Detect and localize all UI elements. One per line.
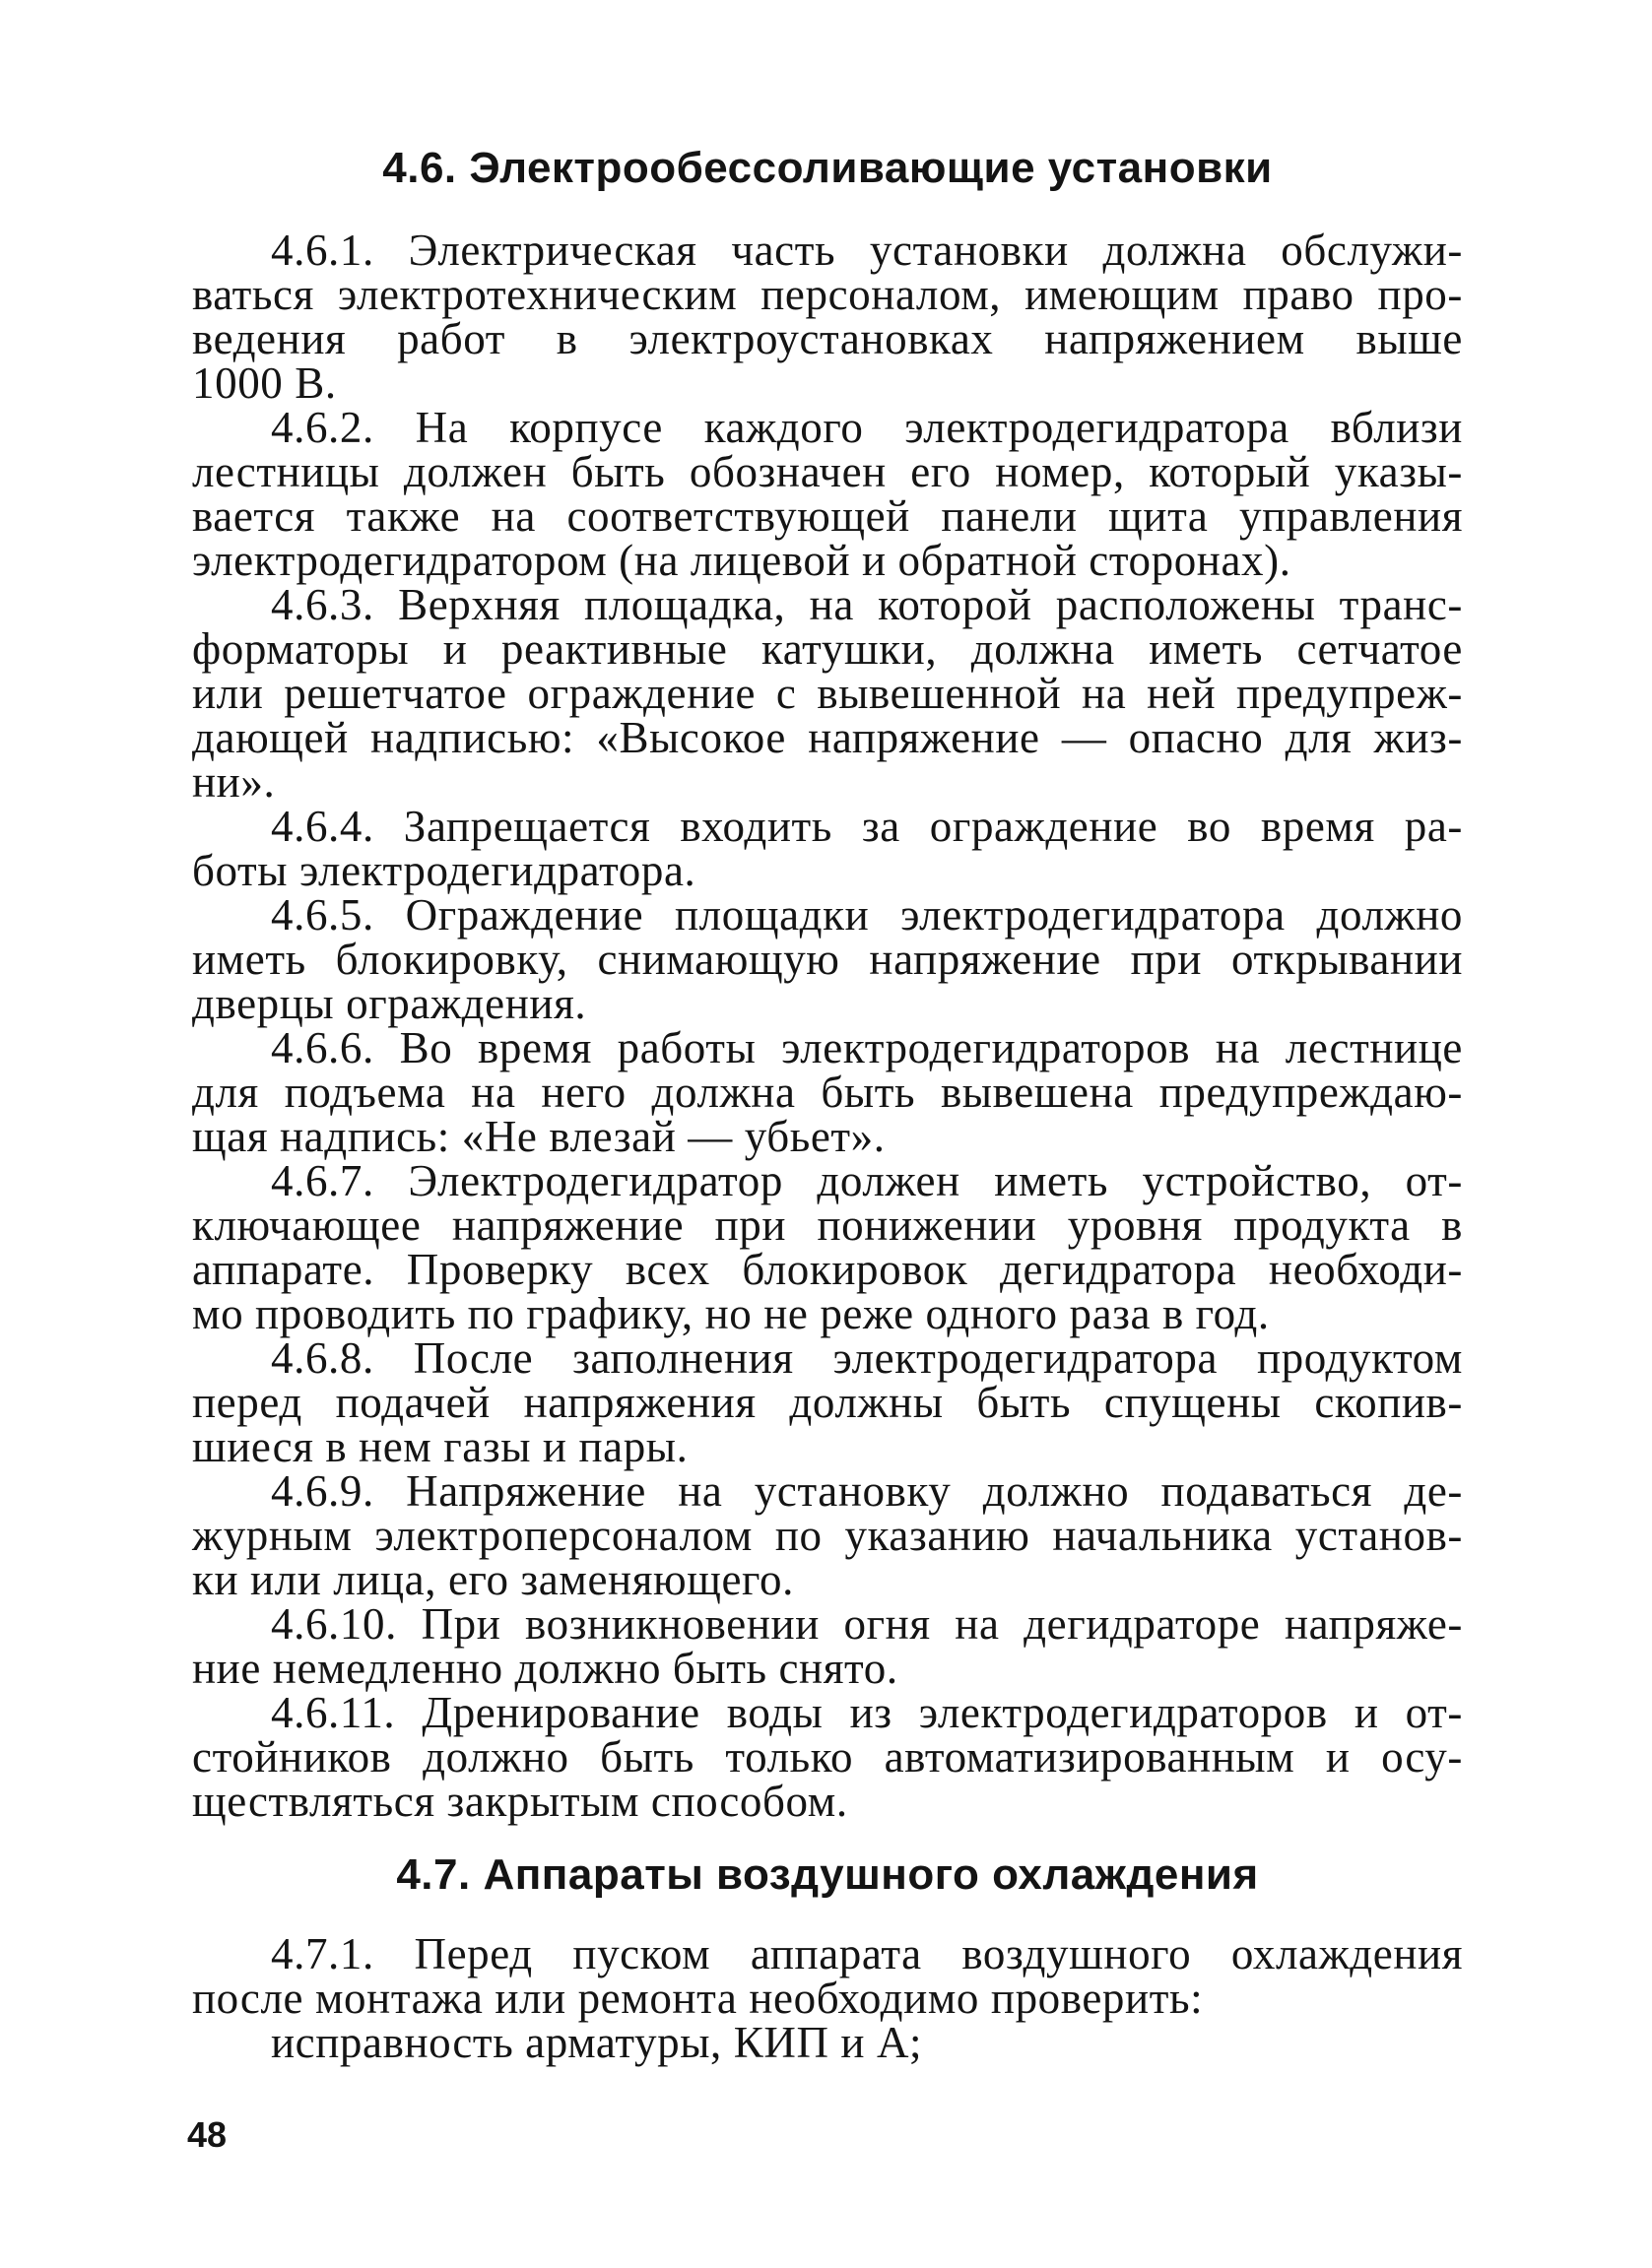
text-line: 4.6.1. Электрическая часть установки должна обслужи- (271, 226, 1463, 275)
text-line: для подъема на него должна быть вывешена предупреждаю- (192, 1068, 1463, 1117)
text-line: боты электродегидратора. (192, 846, 696, 895)
text-line: дающей надписью: «Высокое напряжение — опасно для жиз- (192, 713, 1463, 762)
paragraph-4-6-11 (192, 1688, 1463, 1826)
text-line: перед подачей напряжения должны быть спущены скопив- (192, 1378, 1463, 1427)
text-line: 4.6.5. Ограждение площадки электродегидратора должно (271, 890, 1463, 940)
paragraph-4-6-4 (192, 802, 1463, 895)
text-line: лестницы должен быть обозначен его номер, который указы- (192, 447, 1463, 496)
section-title-4-6: 4.6. Электрообессоливающие установки (382, 144, 1273, 192)
text-line: ключающее напряжение при понижении уровня продукта в (192, 1200, 1463, 1250)
paragraph-4-6-1 (192, 228, 1463, 406)
text-line: мо проводить по графику, но не реже одного раза в год. (192, 1289, 1270, 1338)
text-line: 4.6.4. Запрещается входить за ограждение во время ра- (271, 802, 1463, 851)
paragraph-4-6-5 (192, 890, 1463, 1028)
text-line: ваться электротехническим персоналом, имеющим право про- (192, 270, 1463, 319)
text-line: после монтажа или ремонта необходимо проверить: (192, 1974, 1204, 2023)
text-line: 1000 В. (192, 358, 337, 408)
text-line: 4.6.8. После заполнения электродегидратора продуктом (271, 1333, 1463, 1383)
text-line: шиеся в нем газы и пары. (192, 1422, 689, 1471)
section-body-4-6 (192, 228, 1463, 1824)
text-line: 4.6.11. Дренирование воды из электродегидраторов и от- (271, 1688, 1463, 1737)
text-line: щая надпись: «Не влезай — убьет». (192, 1112, 886, 1161)
text-line: аппарате. Проверку всех блокировок дегидратора необходи- (192, 1245, 1463, 1294)
list-item (192, 2018, 1463, 2067)
paragraph-4-6-6 (192, 1023, 1463, 1161)
text-line: или решетчатое ограждение с вывешенной на ней предупреж- (192, 669, 1463, 718)
text-line: журным электроперсоналом по указанию начальника установ- (192, 1511, 1463, 1560)
text-line: ки или лица, его заменяющего. (192, 1555, 794, 1604)
paragraph-4-6-3 (192, 580, 1463, 807)
paragraph-4-7-1 (192, 1929, 1463, 2023)
section-body-4-7 (192, 1929, 1463, 2067)
text-line: 4.6.2. На корпусе каждого электродегидратора вблизи (271, 403, 1463, 452)
text-line: иметь блокировку, снимающую напряжение при открывании (192, 935, 1463, 984)
text-line: исправность арматуры, КИП и А; (271, 2018, 923, 2067)
text-line: вается также на соответствующей панели щита управления (192, 491, 1463, 541)
paragraph-4-6-2 (192, 403, 1463, 585)
text-line: форматоры и реактивные катушки, должна иметь сетчатое (192, 624, 1463, 674)
paragraph-4-6-7 (192, 1156, 1463, 1338)
text-line: ние немедленно должно быть снято. (192, 1644, 898, 1693)
text-line: 4.6.10. При возникновении огня на дегидраторе напряже- (271, 1599, 1463, 1649)
text-line: 4.6.7. Электродегидратор должен иметь устройство, от- (271, 1156, 1463, 1205)
paragraph-4-6-10 (192, 1599, 1463, 1693)
text-line: 4.7.1. Перед пуском аппарата воздушного охлаждения (271, 1929, 1463, 1978)
section-title-4-7: 4.7. Аппараты воздушного охлаждения (396, 1850, 1259, 1899)
text-line: ществляться закрытым способом. (192, 1777, 848, 1826)
text-line: стойников должно быть только автоматизированным и осу- (192, 1732, 1463, 1782)
text-line: ведения работ в электроустановках напряжением выше (192, 314, 1463, 363)
page-number: 48 (187, 2114, 228, 2155)
text-line: электродегидратором (на лицевой и обратной сторонах). (192, 536, 1291, 585)
text-line: 4.6.6. Во время работы электродегидраторов на лестнице (271, 1023, 1463, 1072)
text-line: дверцы ограждения. (192, 979, 587, 1028)
paragraph-4-6-8 (192, 1333, 1463, 1471)
text-line: 4.6.9. Напряжение на установку должно подаваться де- (271, 1466, 1463, 1516)
text-line: ни». (192, 757, 276, 807)
paragraph-4-6-9 (192, 1466, 1463, 1604)
text-line: 4.6.3. Верхняя площадка, на которой расположены транс- (271, 580, 1463, 629)
